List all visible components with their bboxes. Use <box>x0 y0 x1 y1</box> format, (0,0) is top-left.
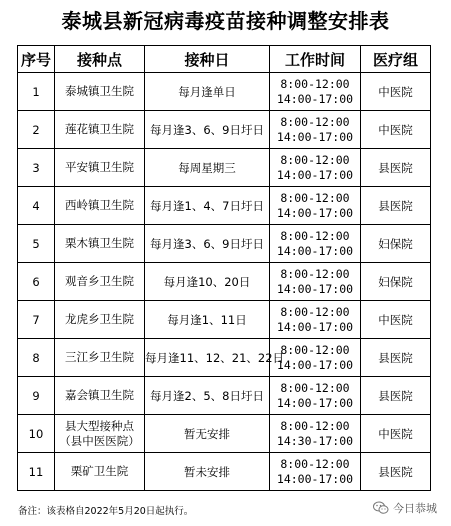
medical-team: 妇保院 <box>361 263 431 301</box>
table-row <box>18 73 431 111</box>
footnote: 备注：该表格自2022年5月20日起执行。 <box>18 506 194 517</box>
working-hours-cell <box>270 339 361 377</box>
watermark-label: 今日恭城 <box>393 502 437 515</box>
working-hours: 8:00-12:00 <box>280 152 350 167</box>
working-hours-cell <box>270 187 361 225</box>
site-name: 三江乡卫生院 <box>65 350 134 364</box>
site-name-cell <box>55 187 145 225</box>
working-hours: 8:00-12:00 <box>280 418 350 433</box>
site-name: 观音乡卫生院 <box>65 274 134 288</box>
row-number: 3 <box>18 149 55 187</box>
working-hours: 14:00-17:00 <box>276 357 354 372</box>
row-number: 2 <box>18 111 55 149</box>
working-hours-cell <box>270 301 361 339</box>
working-hours: 14:00-17:00 <box>276 319 354 334</box>
working-hours: 8:00-12:00 <box>280 266 350 281</box>
table-row <box>18 301 431 339</box>
working-hours-cell <box>270 149 361 187</box>
site-name: 莲花镇卫生院 <box>65 122 134 136</box>
row-number: 10 <box>18 415 55 453</box>
working-hours: 14:00-17:00 <box>276 281 354 296</box>
working-hours-cell <box>270 225 361 263</box>
row-number: 9 <box>18 377 55 415</box>
working-hours: 14:30-17:00 <box>276 433 354 448</box>
row-number: 1 <box>18 73 55 111</box>
working-hours: 14:00-17:00 <box>276 205 354 220</box>
site-name: 县大型接种点 <box>65 418 134 433</box>
vaccination-days: 每周星期三 <box>145 149 270 187</box>
medical-team: 县医院 <box>361 339 431 377</box>
row-number: 11 <box>18 453 55 491</box>
table-row <box>18 111 431 149</box>
site-name-cell <box>55 149 145 187</box>
site-name-cell <box>55 453 145 491</box>
page-title: 泰城县新冠病毒疫苗接种调整安排表 <box>61 9 390 33</box>
working-hours: 14:00-17:00 <box>276 471 354 486</box>
working-hours-cell <box>270 377 361 415</box>
row-number: 5 <box>18 225 55 263</box>
working-hours: 14:00-17:00 <box>276 129 354 144</box>
site-name: 平安镇卫生院 <box>65 160 134 174</box>
table-row <box>18 415 431 453</box>
schedule-table <box>17 45 431 491</box>
site-name-cell <box>55 301 145 339</box>
table-row <box>18 187 431 225</box>
working-hours: 14:00-17:00 <box>276 243 354 258</box>
site-name-cell <box>55 415 145 453</box>
header-days: 接种日 <box>145 46 270 73</box>
vaccination-days: 每月逢单日 <box>145 73 270 111</box>
medical-team: 中医院 <box>361 415 431 453</box>
row-number: 6 <box>18 263 55 301</box>
wechat-icon <box>373 501 389 515</box>
watermark <box>373 500 437 516</box>
medical-team: 县医院 <box>361 377 431 415</box>
site-name-cell <box>55 377 145 415</box>
table-header <box>18 46 431 73</box>
site-name: （县中医医院） <box>59 433 140 448</box>
medical-team: 中医院 <box>361 111 431 149</box>
working-hours: 14:00-17:00 <box>276 91 354 106</box>
vaccination-days: 每月逢11、12、21、22日 <box>145 339 270 377</box>
vaccination-days: 每月逢2、5、8日圩日 <box>145 377 270 415</box>
working-hours: 8:00-12:00 <box>280 190 350 205</box>
vaccination-days: 暂未安排 <box>145 453 270 491</box>
vaccination-days: 每月逢10、20日 <box>145 263 270 301</box>
table-row <box>18 263 431 301</box>
row-number: 7 <box>18 301 55 339</box>
working-hours: 8:00-12:00 <box>280 342 350 357</box>
table-row <box>18 377 431 415</box>
working-hours-cell <box>270 415 361 453</box>
medical-team: 县医院 <box>361 187 431 225</box>
working-hours-cell <box>270 263 361 301</box>
site-name: 龙虎乡卫生院 <box>65 312 134 326</box>
working-hours: 8:00-12:00 <box>280 114 350 129</box>
site-name: 栗矿卫生院 <box>70 464 129 478</box>
header-no: 序号 <box>18 46 55 73</box>
working-hours: 8:00-12:00 <box>280 456 350 471</box>
table-row <box>18 453 431 491</box>
site-name: 嘉会镇卫生院 <box>65 388 134 402</box>
working-hours-cell <box>270 111 361 149</box>
medical-team: 中医院 <box>361 73 431 111</box>
row-number: 4 <box>18 187 55 225</box>
table-row <box>18 149 431 187</box>
site-name: 西岭镇卫生院 <box>65 198 134 212</box>
table-body <box>18 73 431 491</box>
site-name-cell <box>55 263 145 301</box>
medical-team: 妇保院 <box>361 225 431 263</box>
working-hours: 8:00-12:00 <box>280 228 350 243</box>
vaccination-days: 暂无安排 <box>145 415 270 453</box>
vaccination-days: 每月逢3、6、9日圩日 <box>145 111 270 149</box>
header-row <box>18 46 431 73</box>
site-name: 栗木镇卫生院 <box>65 236 134 250</box>
site-name-cell <box>55 111 145 149</box>
working-hours: 14:00-17:00 <box>276 167 354 182</box>
working-hours: 8:00-12:00 <box>280 380 350 395</box>
working-hours-cell <box>270 73 361 111</box>
vaccination-days: 每月逢3、6、9日圩日 <box>145 225 270 263</box>
site-name-cell <box>55 225 145 263</box>
row-number: 8 <box>18 339 55 377</box>
medical-team: 县医院 <box>361 453 431 491</box>
working-hours: 14:00-17:00 <box>276 395 354 410</box>
header-time: 工作时间 <box>270 46 361 73</box>
medical-team: 中医院 <box>361 301 431 339</box>
working-hours-cell <box>270 453 361 491</box>
vaccination-days: 每月逢1、11日 <box>145 301 270 339</box>
vaccination-days: 每月逢1、4、7日圩日 <box>145 187 270 225</box>
working-hours: 8:00-12:00 <box>280 304 350 319</box>
site-name: 泰城镇卫生院 <box>65 84 134 98</box>
header-team: 医疗组 <box>361 46 431 73</box>
working-hours: 8:00-12:00 <box>280 76 350 91</box>
header-site: 接种点 <box>55 46 145 73</box>
table-row <box>18 339 431 377</box>
table-row <box>18 225 431 263</box>
medical-team: 县医院 <box>361 149 431 187</box>
site-name-cell <box>55 339 145 377</box>
site-name-cell <box>55 73 145 111</box>
